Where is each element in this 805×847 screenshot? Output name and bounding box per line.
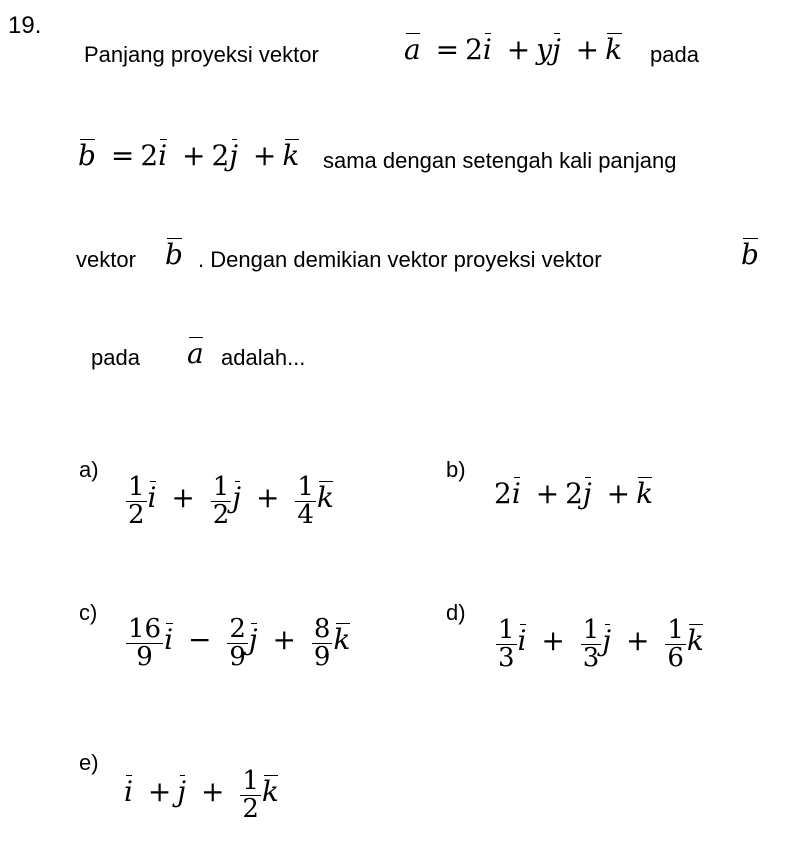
question-number: 19. [8,12,42,39]
option-d-expression[interactable]: $\frac{1}{3}$ i + $\frac{1}{3}$ j + $\frac{1}{6}$ k [498,615,704,674]
option-d-label[interactable]: d) [446,600,466,625]
option-e-label[interactable]: e) [79,750,99,775]
option-a-expression[interactable]: $\frac{1}{2}$ i + $\frac{1}{2}$ j + $\frac{1}{4}$ k [128,472,334,531]
option-e-expression[interactable]: i + j + $\frac{1}{2}$ k [124,766,279,825]
question-line1-suffix: pada [650,42,699,67]
question-line4-suffix: adalah... [221,345,306,370]
vector-a-symbol: a [187,337,204,370]
option-a-label[interactable]: a) [79,457,99,482]
option-c-expression[interactable]: $\frac{16}{9}$ i − $\frac{2}{9}$ j + $\frac{8}{9}$ k [128,614,351,673]
question-line4-prefix: pada [91,345,140,370]
vector-a-equation: a = 2i + yj + k [404,33,623,66]
vector-b-symbol-2: b [741,238,759,271]
question-line2-text: sama dengan setengah kali panjang [323,148,677,173]
option-b-expression[interactable]: 2i + 2j + k [494,477,654,510]
vector-b-equation: b = 2i + 2j + k [78,139,300,172]
question-line3-prefix: vektor [76,247,136,272]
option-c-label[interactable]: c) [79,600,98,625]
question-line1-prefix: Panjang proyeksi vektor [84,42,319,67]
question-line3-middle: . Dengan demikian vektor proyeksi vektor [198,247,602,272]
option-b-label[interactable]: b) [446,457,466,482]
vector-b-symbol: b [165,238,183,271]
